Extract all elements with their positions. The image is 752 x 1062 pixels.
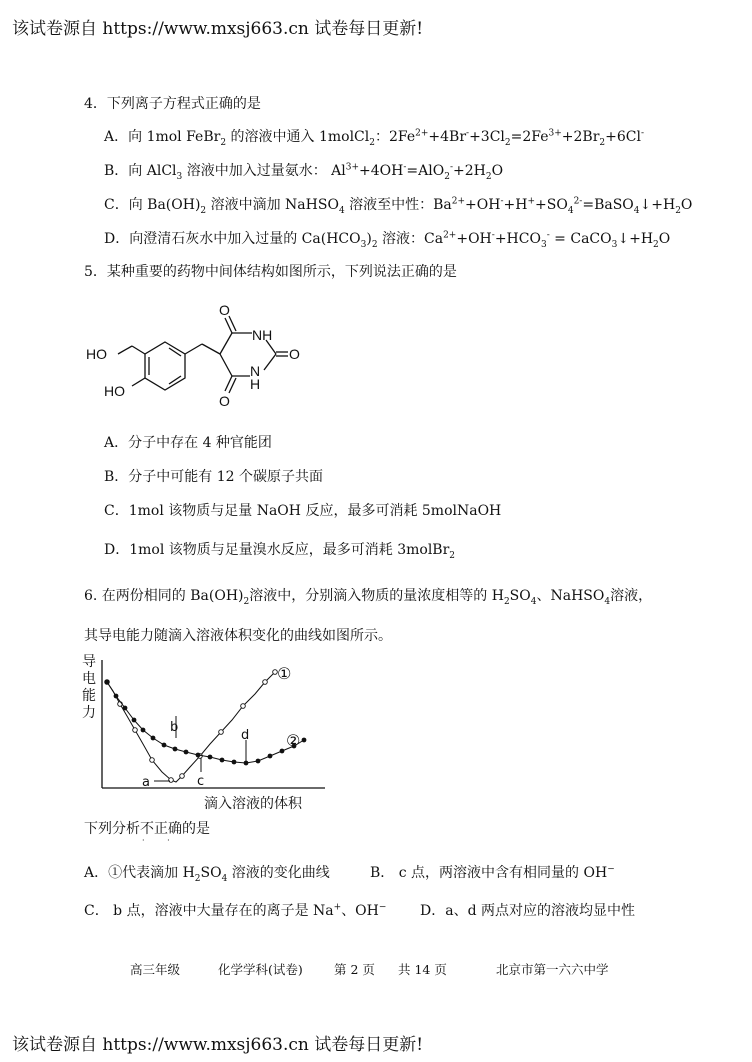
footer-page: 第 2 页 (334, 962, 375, 977)
curve-2-label: ② (286, 731, 301, 750)
y-label-3: 能 (82, 688, 96, 704)
point-d-label: d (241, 728, 250, 743)
q4-option-b: B．向 AlCl$_3$ 溶液中加入过量氨水： $Al^{3+}+4OH^-=AlO_2^-+2H_2O$ (104, 162, 504, 182)
molecule-structure (80, 296, 320, 416)
point-b-label: b (170, 720, 179, 735)
y-label-4: 力 (82, 705, 96, 721)
label-ho-bottom: HO (104, 383, 125, 399)
curve-2-line (107, 682, 304, 763)
label-ho-top: HO (86, 346, 107, 362)
footer-total: 共 14 页 (398, 962, 447, 977)
question-6-sub-stem: 下列分析不正确的是 (84, 821, 210, 837)
q5-option-c: C．1mol 该物质与足量 NaOH 反应，最多可消耗 5molNaOH (104, 503, 502, 519)
point-a-label: a (142, 775, 150, 790)
label-n-bottom: N (250, 363, 261, 379)
emphasis-dots: · · (142, 836, 180, 845)
x-axis-label: 滴入溶液的体积 (204, 796, 302, 812)
question-5-stem: 5．某种重要的药物中间体结构如图所示，下列说法正确的是 (84, 264, 457, 280)
q4-option-c: C．向 $Ba(OH)_2$ 溶液中滴加 NaHSO$_4$ 溶液至中性：$Ba^{2+}+OH^-+H^++SO_4^{2-}=BaSO_4↓+H_2O$ (104, 196, 693, 216)
curve-1-line (107, 672, 275, 782)
curve-1-label: ① (277, 664, 292, 683)
q6-option-c: C． b 点，溶液中大量存在的离子是 Na+、OH− (84, 902, 387, 919)
label-o-right: O (289, 346, 300, 362)
y-label-2: 电 (82, 671, 96, 687)
q4-option-d: D．向澄清石灰水中加入过量的 $Ca(HCO_3)_2$ 溶液：$Ca^{2+}+OH^-+HCO_3^-$ = $CaCO_3↓+H_2O$ (104, 230, 671, 250)
question-6-stem-line2: 其导电能力随滴入溶液体积变化的曲线如图所示。 (84, 628, 392, 644)
footer-school: 北京市第一六六中学 (496, 962, 609, 977)
y-label-1: 导 (82, 654, 96, 670)
q6-option-b: B． c 点，两溶液中含有相同量的 OH− (370, 864, 615, 881)
label-h-bottom: H (250, 376, 261, 392)
q5-option-b: B．分子中可能有 12 个碳原子共面 (104, 469, 324, 485)
top-banner: 该试卷源自 https://www.mxsj663.cn 试卷每日更新! (12, 19, 424, 39)
label-nh-top: NH (252, 327, 273, 343)
conductivity-graph (80, 650, 340, 818)
label-o-top: O (219, 302, 230, 318)
curve-2-points (105, 680, 307, 766)
q6-option-a: A．①代表滴加 $H_2SO_4$ 溶液的变化曲线 (84, 865, 330, 884)
q5-option-d: D．1mol 该物质与足量溴水反应，最多可消耗 3molBr$_2$ (104, 542, 456, 561)
q5-option-a: A．分子中存在 4 种官能团 (104, 435, 272, 451)
footer-subject: 化学学科(试卷) (218, 962, 303, 977)
q4-option-a: A．向 1mol FeBr$_2$ 的溶液中通入 1molCl$_2$：$2Fe^{2+}+4Br^-+3Cl_2=2Fe^{3+}+2Br_2+6Cl^-$ (104, 128, 645, 148)
bottom-banner: 该试卷源自 https://www.mxsj663.cn 试卷每日更新! (12, 1035, 424, 1055)
label-o-bottom: O (219, 393, 230, 409)
question-6-stem: 6. 在两份相同的 $Ba(OH)_2$溶液中，分别滴入物质的量浓度相等的 $H_2SO_4$、NaHSO$_4$溶液， (84, 588, 653, 607)
footer-grade: 高三年级 (130, 962, 181, 977)
point-c-label: c (197, 774, 205, 789)
question-4-stem: 4．下列离子方程式正确的是 (84, 96, 261, 112)
q6-option-d: D．a、d 两点对应的溶液均显中性 (420, 903, 635, 919)
